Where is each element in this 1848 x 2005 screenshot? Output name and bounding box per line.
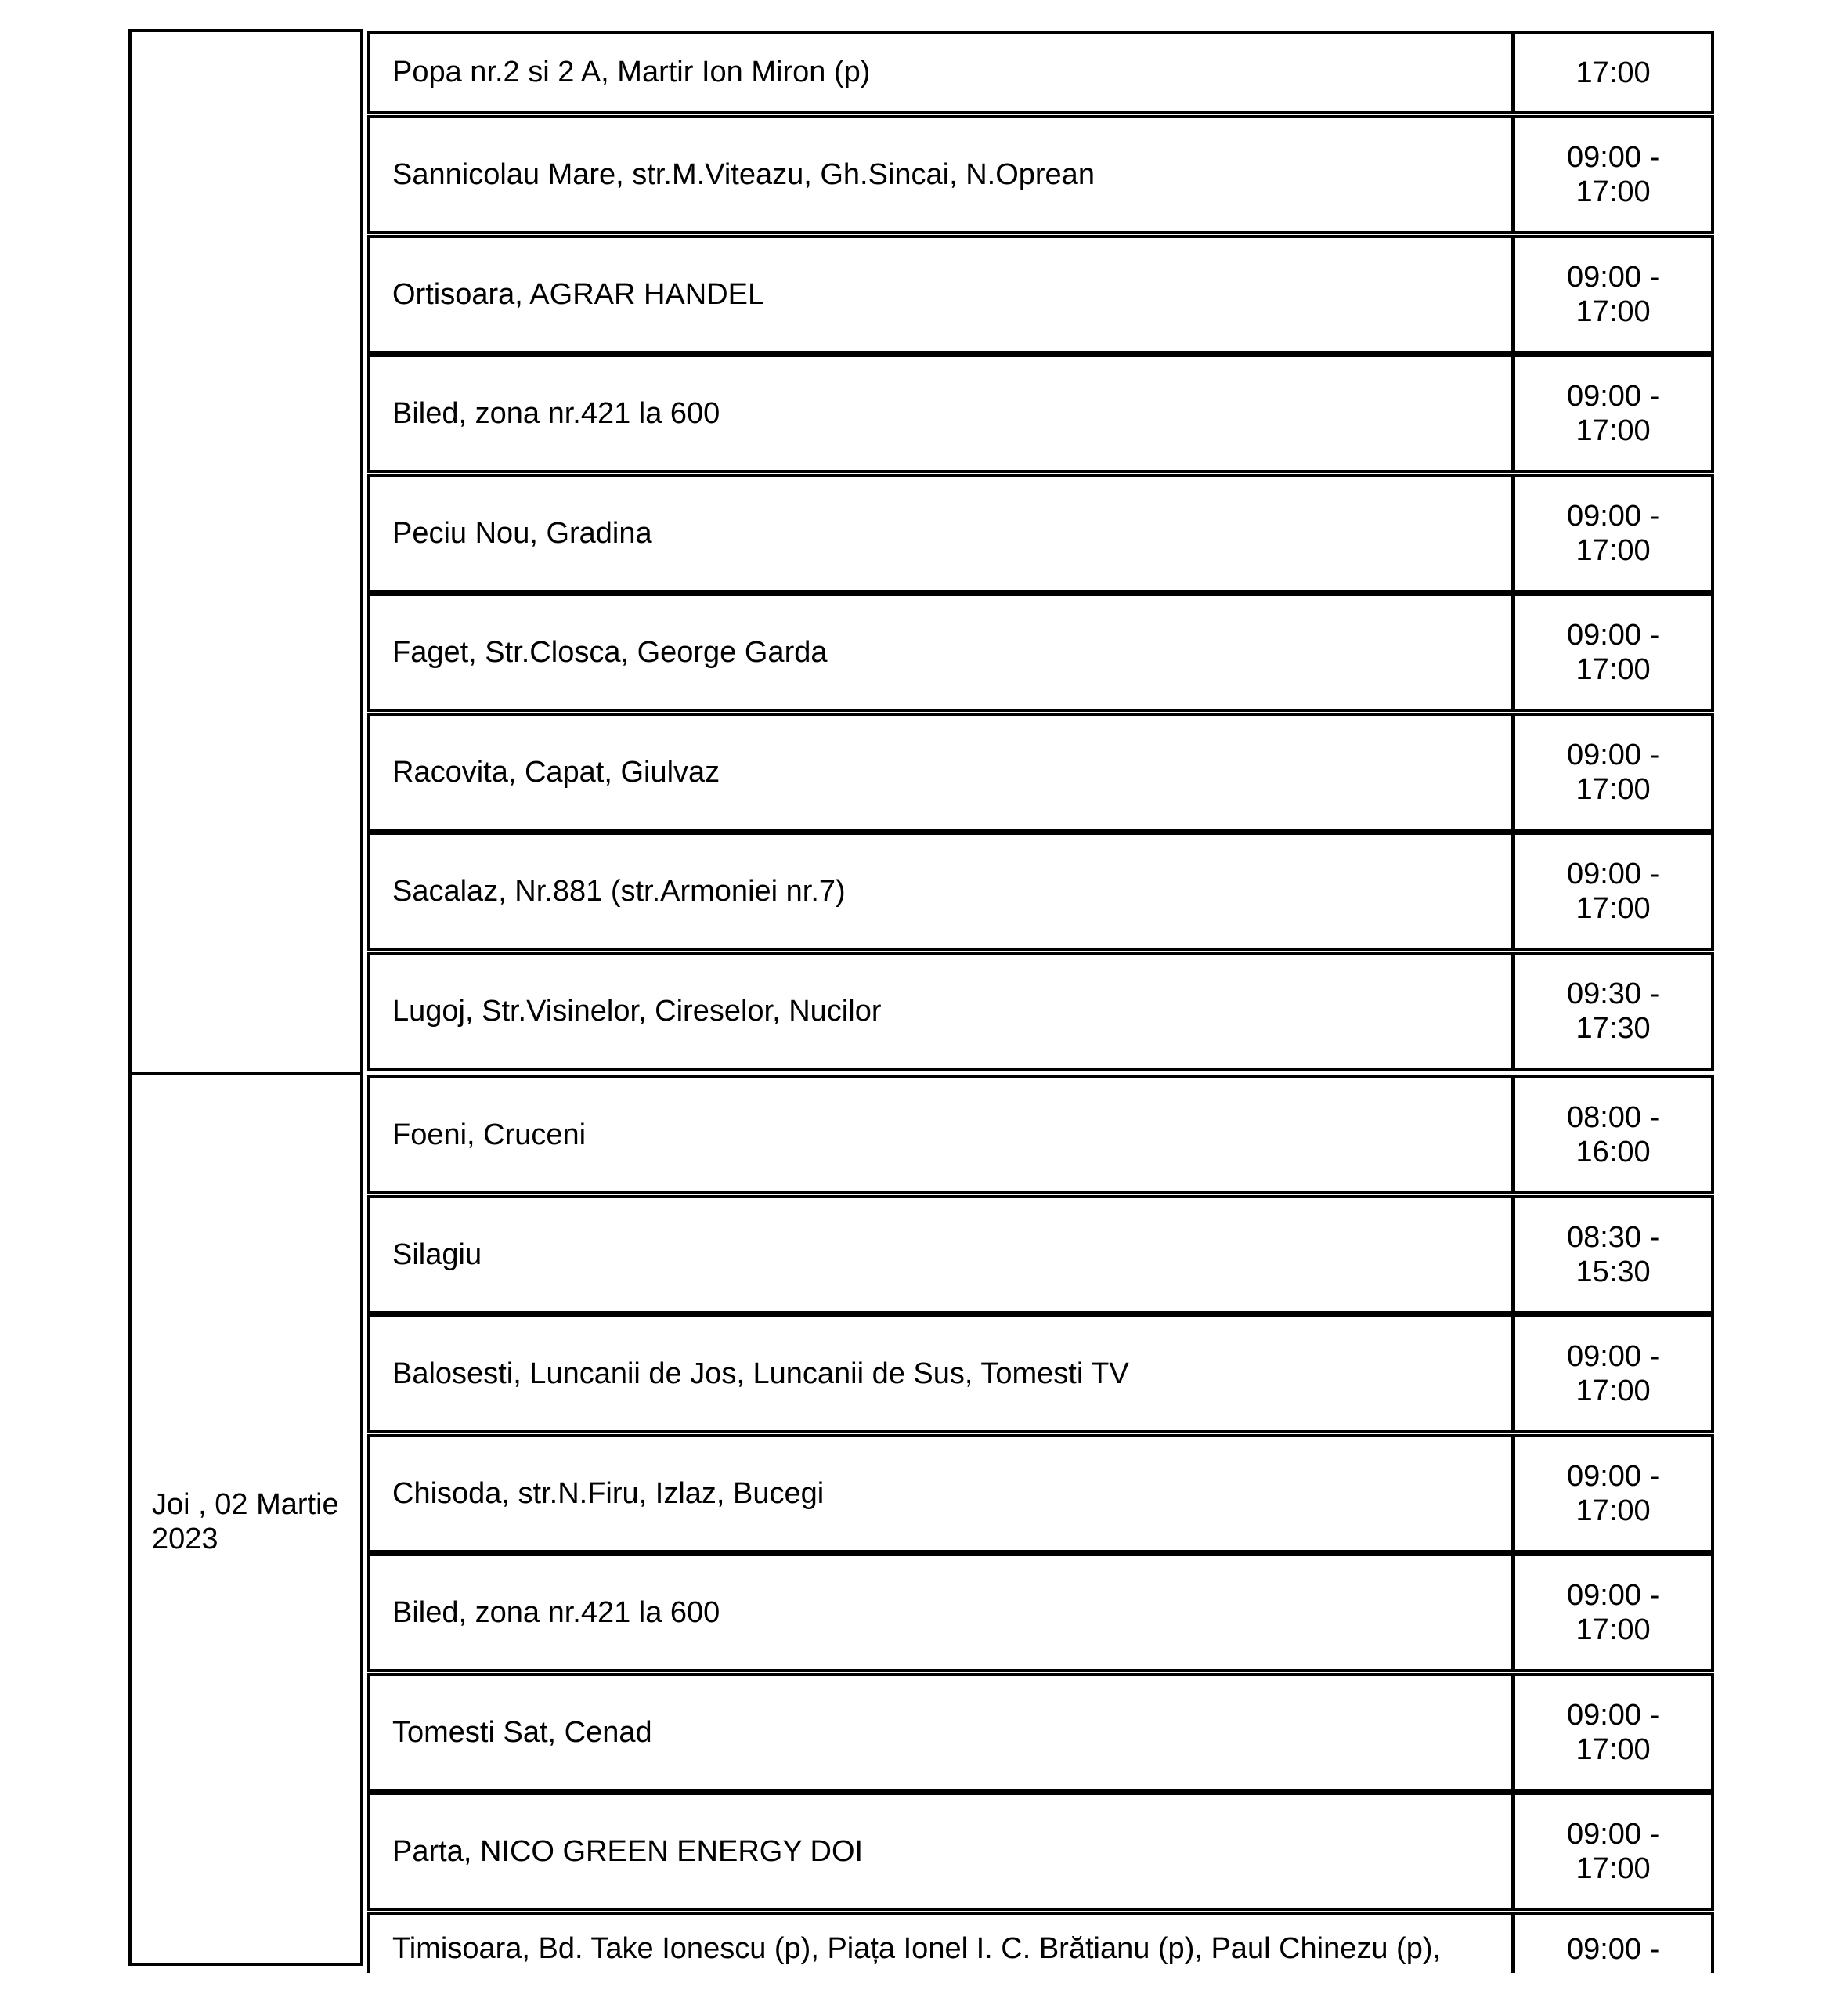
- time-cell: [1514, 235, 1714, 354]
- time-end: 17:00: [1575, 1733, 1651, 1766]
- time-start: 09:30 -: [1566, 977, 1660, 1010]
- date-cell-joi-02-martie: [128, 1072, 363, 1966]
- location-cell: Sacalaz, Nr.881 (str.Armoniei nr.7): [367, 832, 1514, 951]
- time-cell: [1514, 115, 1714, 234]
- time-start: 09:00 -: [1566, 141, 1660, 174]
- time-cell: [1514, 1434, 1714, 1553]
- location-cell: Peciu Nou, Gradina: [367, 474, 1514, 593]
- time-end: 17:00: [1575, 892, 1651, 925]
- location-cell: Parta, NICO GREEN ENERGY DOI: [367, 1792, 1514, 1911]
- table-row: [367, 354, 1714, 473]
- time-start: 09:00 -: [1566, 380, 1660, 413]
- date-label: [152, 1487, 352, 1556]
- time-start: 09:00 -: [1566, 1933, 1660, 1966]
- location-cell: Popa nr.2 si 2 A, Martir Ion Miron (p): [367, 31, 1514, 114]
- time-end: 17:00: [1575, 1494, 1651, 1527]
- table-row: [367, 952, 1714, 1071]
- table-row: [367, 1314, 1714, 1433]
- time-end: 17:30: [1575, 1012, 1651, 1045]
- location-cell: Balosesti, Luncanii de Jos, Luncanii de Sus, Tomesti TV: [367, 1314, 1514, 1433]
- table-row: [367, 1075, 1714, 1194]
- time-cell: [1514, 1314, 1714, 1433]
- time-start: 08:30 -: [1566, 1221, 1660, 1254]
- time-end: 17:00: [1575, 773, 1651, 806]
- time-cell: [1514, 952, 1714, 1071]
- table-row: [367, 593, 1714, 712]
- time-start: 09:00 -: [1566, 1460, 1660, 1493]
- location-cell: Ortisoara, AGRAR HANDEL: [367, 235, 1514, 354]
- time-start: 17:00: [1575, 56, 1651, 89]
- time-end: 16:00: [1575, 1136, 1651, 1169]
- time-cell: [1514, 1553, 1714, 1672]
- time-cell: [1514, 1673, 1714, 1792]
- time-start: 09:00 -: [1566, 500, 1660, 533]
- table-row: [367, 1792, 1714, 1911]
- location-cell: Silagiu: [367, 1195, 1514, 1314]
- table-row: [367, 1912, 1714, 1973]
- date-cell-continued: [128, 29, 363, 1075]
- time-cell: [1514, 593, 1714, 712]
- time-end: 17:00: [1575, 1613, 1651, 1646]
- table-row: [367, 1434, 1714, 1553]
- table-row: [367, 1195, 1714, 1314]
- table-row: [367, 1553, 1714, 1672]
- table-row: [367, 832, 1714, 951]
- time-start: 08:00 -: [1566, 1101, 1660, 1134]
- time-end: 15:30: [1575, 1255, 1651, 1288]
- table-row: [367, 235, 1714, 354]
- time-cell: [1514, 354, 1714, 473]
- location-cell: Biled, zona nr.421 la 600: [367, 1553, 1514, 1672]
- time-cell: [1514, 1195, 1714, 1314]
- location-cell: Chisoda, str.N.Firu, Izlaz, Bucegi: [367, 1434, 1514, 1553]
- time-cell: [1514, 1792, 1714, 1911]
- time-cell: [1514, 1912, 1714, 1973]
- time-end: 17:00: [1575, 1375, 1651, 1407]
- time-end: 17:00: [1575, 653, 1651, 686]
- location-cell: Sannicolau Mare, str.M.Viteazu, Gh.Sincai, N.Oprean: [367, 115, 1514, 234]
- time-start: 09:00 -: [1566, 739, 1660, 771]
- location-cell: Tomesti Sat, Cenad: [367, 1673, 1514, 1792]
- time-start: 09:00 -: [1566, 1818, 1660, 1851]
- location-cell: Faget, Str.Closca, George Garda: [367, 593, 1514, 712]
- table-row: [367, 713, 1714, 832]
- time-end: 17:00: [1575, 534, 1651, 567]
- time-end: 17:00: [1575, 414, 1651, 447]
- time-cell: [1514, 1075, 1714, 1194]
- time-cell: [1514, 31, 1714, 114]
- date-line-2: 2023: [152, 1523, 218, 1555]
- time-start: 09:00 -: [1566, 858, 1660, 891]
- table-row: [367, 31, 1714, 114]
- location-cell: Racovita, Capat, Giulvaz: [367, 713, 1514, 832]
- time-end: 17:00: [1575, 175, 1651, 208]
- time-start: 09:00 -: [1566, 1699, 1660, 1732]
- table-row: [367, 1673, 1714, 1792]
- time-start: 09:00 -: [1566, 619, 1660, 652]
- location-cell: Biled, zona nr.421 la 600: [367, 354, 1514, 473]
- time-cell: [1514, 832, 1714, 951]
- table-row: [367, 474, 1714, 593]
- time-start: 09:00 -: [1566, 261, 1660, 294]
- location-cell: Lugoj, Str.Visinelor, Cireselor, Nucilor: [367, 952, 1514, 1071]
- time-end: 17:00: [1575, 1852, 1651, 1885]
- time-cell: [1514, 713, 1714, 832]
- location-cell: Timisoara, Bd. Take Ionescu (p), Piața Ionel I. C. Brătianu (p), Paul Chinezu (p),: [367, 1912, 1514, 1973]
- date-line-1: Joi , 02 Martie: [152, 1488, 339, 1521]
- location-cell: Foeni, Cruceni: [367, 1075, 1514, 1194]
- table-row: [367, 115, 1714, 234]
- time-cell: [1514, 474, 1714, 593]
- time-start: 09:00 -: [1566, 1340, 1660, 1373]
- time-end: 17:00: [1575, 295, 1651, 328]
- time-start: 09:00 -: [1566, 1579, 1660, 1612]
